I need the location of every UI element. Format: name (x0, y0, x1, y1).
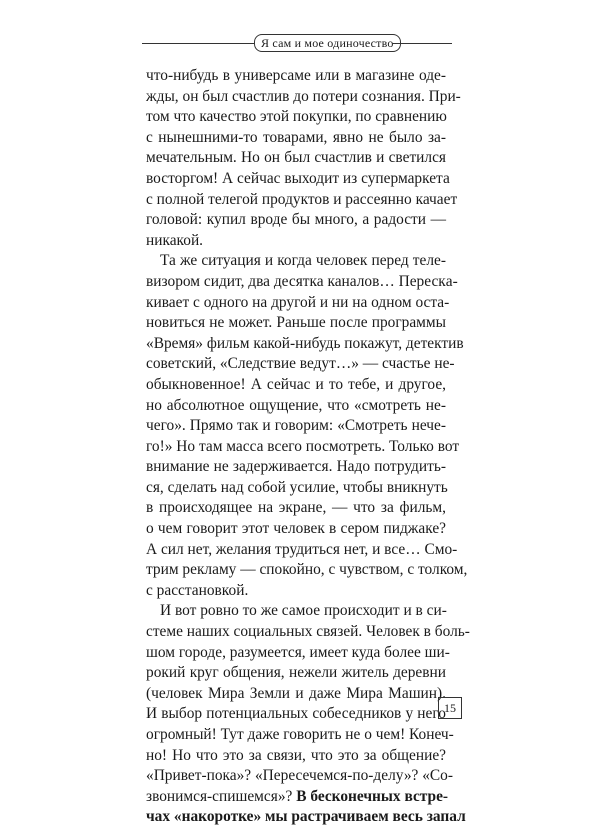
page-number: 15 (438, 697, 462, 719)
text-line: го!» Но там масса всего посмотреть. Только вот (146, 437, 460, 455)
bold-text: чах «накоротке» мы растрачиваем весь запал (146, 808, 466, 826)
text-line: И выбор потенциальных собеседников у него (146, 705, 446, 723)
text-line: визором сидит, два десятка каналов… Перескa- (146, 272, 458, 290)
text-line: рокий круг общения, нежели житель деревни (146, 664, 446, 682)
text-line: стеме наших социальных связей. Человек в боль- (146, 623, 470, 641)
text-line-bold (146, 807, 466, 828)
text-line: шом городе, разумеется, имеет куда более ши- (146, 643, 450, 661)
text-line: но! Но что это за связи, что это за общение? (146, 746, 446, 764)
text-line: новиться не может. Раньше после программы (146, 314, 446, 332)
header-rule-right (392, 43, 452, 44)
text-line: с расстановкой. (146, 581, 249, 599)
running-header (142, 34, 452, 52)
text-line: Та же ситуация и когда человек перед теле- (160, 252, 446, 270)
text-line: трим рекламу — спокойно, с чувством, с толком, (146, 561, 468, 579)
text-line-mixed (146, 787, 449, 808)
text-line: с нынешними-то товарами, явно не было за- (146, 128, 446, 146)
text-line: с полной телегой продуктов и рассеянно качает (146, 190, 458, 208)
text-line: чего». Прямо так и говорим: «Смотреть нече- (146, 417, 446, 435)
text-line: «Время» фильм какой-нибудь покажут, детектив (146, 334, 464, 352)
text-line: никакой. (146, 231, 204, 249)
text-line: кивает с одного на другой и ни на одном оста- (146, 293, 450, 311)
plain-text: звонимся-спишемся»? (146, 787, 293, 805)
text-line: но абсолютное ощущение, что «смотреть не- (146, 396, 446, 414)
text-line: ся, сделать над собой усилие, чтобы вникнуть (146, 478, 448, 496)
text-line: И вот ровно то же самое происходит и в си- (160, 602, 447, 620)
text-line: внимание не задерживается. Надо потрудить- (146, 458, 446, 476)
text-line: обыкновенное! А сейчас и то тебе, и другое, (146, 375, 446, 393)
text-line: о чем говорит этот человек в сером пиджаке? (146, 520, 446, 538)
text-line: том что качество этой покупки, по сравнению (146, 108, 447, 126)
running-title: Я сам и мое одиночество (254, 34, 401, 52)
text-line: огромный! Тут даже говорить не о чем! Конеч- (146, 726, 454, 743)
text-line: в происходящее на экране, — что за фильм, (146, 499, 446, 517)
text-line: А сил нет, желания трудиться нет, и все… Смо- (146, 540, 458, 558)
text-line: советский, «Следствие ведут…» — счастье не- (146, 355, 455, 373)
text-line: (человек Мира Земли и даже Мира Машин). (146, 684, 446, 702)
text-line: восторгом! А сейчас выходит из супермаркета (146, 169, 450, 187)
text-line: что-нибудь в универсаме или в магазине оде- (146, 67, 446, 84)
text-line: «Привет-пока»? «Пересечемся-по-делу»? «Со- (146, 767, 453, 785)
text-line: мечательным. Но он был счастлив и светился (146, 149, 446, 167)
text-line: головой: купил вроде бы много, а радости — (146, 211, 446, 229)
bold-text: В бесконечных встре- (296, 787, 449, 805)
text-line: жды, он был счастлив до потери сознания. При- (146, 87, 461, 105)
header-rule-left (142, 43, 254, 44)
